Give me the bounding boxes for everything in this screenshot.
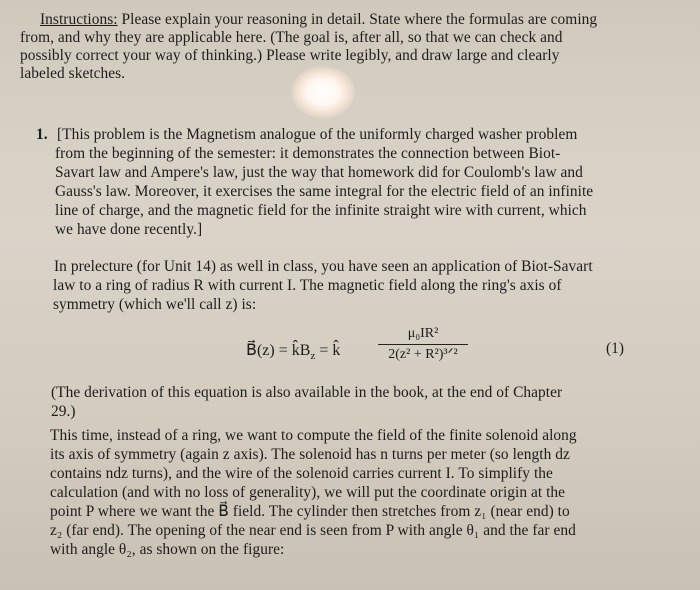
equation-lhs: B⃗(z) = $k̂B_z$ = k̂ <box>246 342 341 363</box>
solenoid-line-4: calculation (and with no loss of generality), we will put the coordinate origin at the <box>50 484 566 501</box>
equation-fraction <box>378 325 468 364</box>
equation-number: (1) <box>606 340 624 357</box>
problem-number: 1. <box>36 126 48 143</box>
prelecture-line-2: law to a ring of radius R with current I. The magnetic field along the ring's axis of <box>53 277 562 294</box>
solenoid-line-1: This time, instead of a ring, we want to compute the field of the finite solenoid along <box>50 427 577 444</box>
intro-line-5: line of charge, and the magnetic field for the infinite straight wire with current, which <box>55 202 587 219</box>
instructions-heading: Instructions: <box>40 11 118 28</box>
intro-line-6: we have done recently.] <box>55 221 203 238</box>
solenoid-line-5: point P where we want the B⃗ field. The cylinder then stretches from z₁ (near end) to <box>50 503 570 520</box>
solenoid-line-7: with angle θ₂, as shown on the figure: <box>50 541 285 558</box>
intro-line-1: [This problem is the Magnetism analogue of the uniformly charged washer problem <box>57 126 578 143</box>
fraction-bar <box>378 344 468 345</box>
instructions-line-1: Instructions: Please explain your reasoning in detail. State where the formulas are coming <box>40 11 598 28</box>
camera-glare <box>291 66 355 118</box>
intro-line-4: Gauss's law. Moreover, it exercises the same integral for the electric field of an infinite <box>55 183 594 200</box>
equation-denominator: 2(z² + R²)³ᐟ² <box>388 347 458 362</box>
solenoid-line-3: contains ndz turns), and the wire of the solenoid carries current I. To simplify the <box>50 465 553 482</box>
derivation-line-2: 29.) <box>51 403 76 420</box>
instructions-line-3: possibly correct your way of thinking.) Please write legibly, and draw large and clearly <box>20 47 560 64</box>
equation-1 <box>246 325 496 373</box>
intro-line-2: from the beginning of the semester: it demonstrates the connection between Biot- <box>55 145 561 162</box>
solenoid-line-6: z₂ (far end). The opening of the near end is seen from P with angle θ₁ and the far end <box>50 522 576 539</box>
prelecture-line-1: In prelecture (for Unit 14) as well in class, you have seen an application of Biot-Savart <box>54 258 593 275</box>
derivation-line-1: (The derivation of this equation is also available in the book, at the end of Chapter <box>51 384 563 401</box>
equation-numerator: μ₀IR² <box>407 326 439 341</box>
solenoid-line-2: its axis of symmetry (again z axis). The solenoid has n turns per meter (so length dz <box>50 446 570 463</box>
instructions-line-4: labeled sketches. <box>20 65 126 82</box>
instructions-line-2: from, and why they are applicable here. (The goal is, after all, so that we can check and <box>20 29 563 46</box>
intro-line-3: Savart law and Ampere's law, just the way that homework did for Coulomb's law and <box>55 164 583 181</box>
prelecture-line-3: symmetry (which we'll call z) is: <box>53 296 257 313</box>
